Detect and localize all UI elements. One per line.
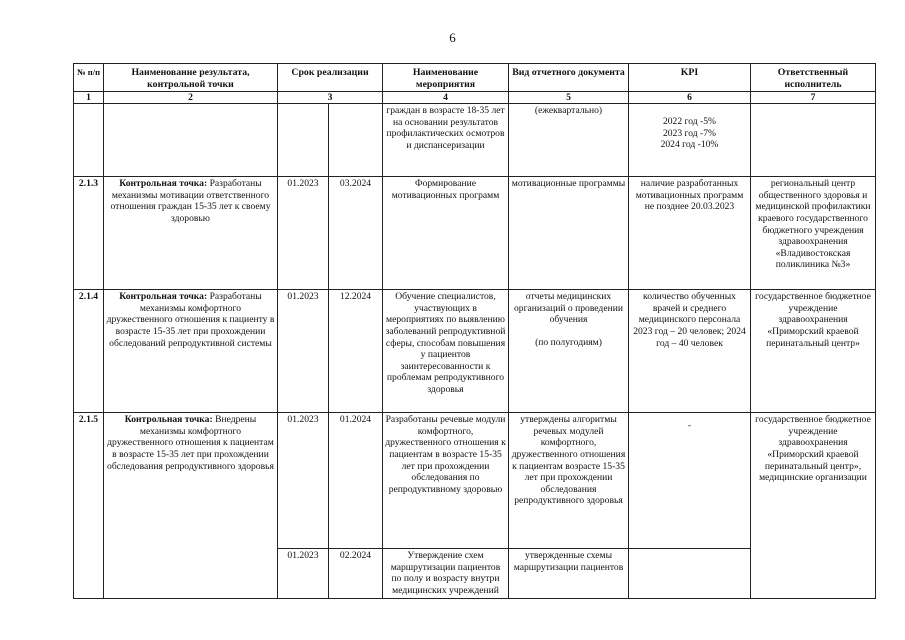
header-term: Срок реализации bbox=[278, 64, 383, 92]
table-row bbox=[74, 413, 876, 549]
row-result bbox=[104, 104, 278, 177]
row-report: утвержденные схемы маршрутизации пациентов bbox=[509, 549, 629, 598]
row-executor bbox=[751, 104, 876, 177]
row-kpi bbox=[629, 549, 751, 598]
header-report: Вид отчетного документа bbox=[509, 64, 629, 92]
row-code: 2.1.5 bbox=[74, 413, 104, 598]
row-end: 03.2024 bbox=[329, 177, 383, 290]
row-start: 01.2023 bbox=[278, 413, 329, 549]
row-start bbox=[278, 104, 329, 177]
row-report: утверждены алгоритмы речевых модулей комфортного, дружественного отношения к пациентам возрасте 15-35 лет при прохождении обследования репродуктивного здоровья bbox=[509, 413, 629, 549]
column-number: 7 bbox=[751, 92, 876, 104]
row-event: Разработаны речевые модули комфортного, дружественного отношения к пациентам в возрасте 15-35 лет при прохождении обследования по репродуктивному здоровью bbox=[383, 413, 509, 549]
row-report bbox=[509, 290, 629, 413]
row-event: Утверждение схем маршрутизации пациентов по полу и возрасту внутри медицинских учреждений bbox=[383, 549, 509, 598]
header-executor: Ответственный исполнитель bbox=[751, 64, 876, 92]
header-result: Наименование результата, контрольной точки bbox=[104, 64, 278, 92]
row-executor: региональный центр общественного здоровья и медицинской профилактики краевого государственного бюджетного учреждения здравоохранения «Владивостокская поликлиника №3» bbox=[751, 177, 876, 290]
control-point-text: Разработаны механизмы комфортного дружественного отношения к пациенту в возрасте 15-35 лет при прохождении обследований репродуктивной системы bbox=[106, 291, 275, 349]
control-point-label: Контрольная точка: bbox=[119, 178, 208, 190]
page-number: 6 bbox=[449, 30, 456, 45]
column-number: 5 bbox=[509, 92, 629, 104]
row-end: 02.2024 bbox=[329, 549, 383, 598]
header-kpi: KPI bbox=[629, 64, 751, 92]
row-result bbox=[104, 413, 278, 598]
row-executor: государственное бюджетное учреждение здравоохранения «Приморский краевой перинатальный центр», медицинские организации bbox=[751, 413, 876, 598]
row-result bbox=[104, 177, 278, 290]
column-number: 2 bbox=[104, 92, 278, 104]
row-end bbox=[329, 104, 383, 177]
header-num: № п/п bbox=[74, 64, 104, 92]
control-point-label: Контрольная точка: bbox=[119, 291, 208, 303]
kpi-line: 2022 год -5% bbox=[662, 116, 717, 128]
column-number-row bbox=[74, 92, 876, 104]
row-kpi bbox=[629, 104, 751, 177]
row-start: 01.2023 bbox=[278, 290, 329, 413]
kpi-dash: - bbox=[687, 420, 692, 432]
row-kpi: количество обученных врачей и среднего медицинского персонала 2023 год – 20 человек; 2024 год – 40 человек bbox=[629, 290, 751, 413]
row-code bbox=[74, 104, 104, 177]
row-kpi: наличие разработанных мотивационных программ не позднее 20.03.2023 bbox=[629, 177, 751, 290]
kpi-line: 2023 год -7% bbox=[662, 127, 717, 139]
column-number: 1 bbox=[74, 92, 104, 104]
row-event: Обучение специалистов, участвующих в мероприятиях по выявлению заболеваний репродуктивной сферы, способам повышения у пациентов заинтересованности к проблемам репродуктивного здоровья bbox=[383, 290, 509, 413]
row-report: мотивационные программы bbox=[509, 177, 629, 290]
control-point-label: Контрольная точка: bbox=[124, 414, 213, 426]
report-note: (по полугодиям) bbox=[535, 336, 602, 348]
row-start: 01.2023 bbox=[278, 549, 329, 598]
row-start: 01.2023 bbox=[278, 177, 329, 290]
row-executor: государственное бюджетное учреждение здравоохранения «Приморский краевой перинатальный центр» bbox=[751, 290, 876, 413]
row-end: 01.2024 bbox=[329, 413, 383, 549]
table-row bbox=[74, 290, 876, 413]
kpi-line: 2024 год -10% bbox=[660, 139, 719, 151]
row-code: 2.1.3 bbox=[74, 177, 104, 290]
row-event: Формирование мотивационных программ bbox=[383, 177, 509, 290]
row-end: 12.2024 bbox=[329, 290, 383, 413]
plan-table bbox=[73, 63, 876, 599]
header-row bbox=[74, 64, 876, 92]
row-code: 2.1.4 bbox=[74, 290, 104, 413]
row-event: граждан в возрасте 18-35 лет на основании результатов профилактических осмотров и диспансеризации bbox=[383, 104, 509, 177]
control-point-text: Разработаны механизмы мотивации ответственного отношения граждан 15-35 лет к своему здоровью bbox=[110, 178, 271, 224]
header-event: Наименование мероприятия bbox=[383, 64, 509, 92]
column-number: 4 bbox=[383, 92, 509, 104]
control-point-text: Внедрены механизмы комфортного дружественного отношения к пациентам в возрасте 15-35 лет при прохождении обследования репродуктивного здоровья bbox=[107, 414, 274, 472]
report-main: отчеты медицинских организаций о проведении обучения bbox=[514, 291, 623, 326]
row-result bbox=[104, 290, 278, 413]
row-kpi bbox=[629, 413, 751, 549]
column-number: 6 bbox=[629, 92, 751, 104]
table-row bbox=[74, 104, 876, 177]
column-number: 3 bbox=[278, 92, 383, 104]
table-row bbox=[74, 177, 876, 290]
row-report: (ежеквартально) bbox=[509, 104, 629, 177]
